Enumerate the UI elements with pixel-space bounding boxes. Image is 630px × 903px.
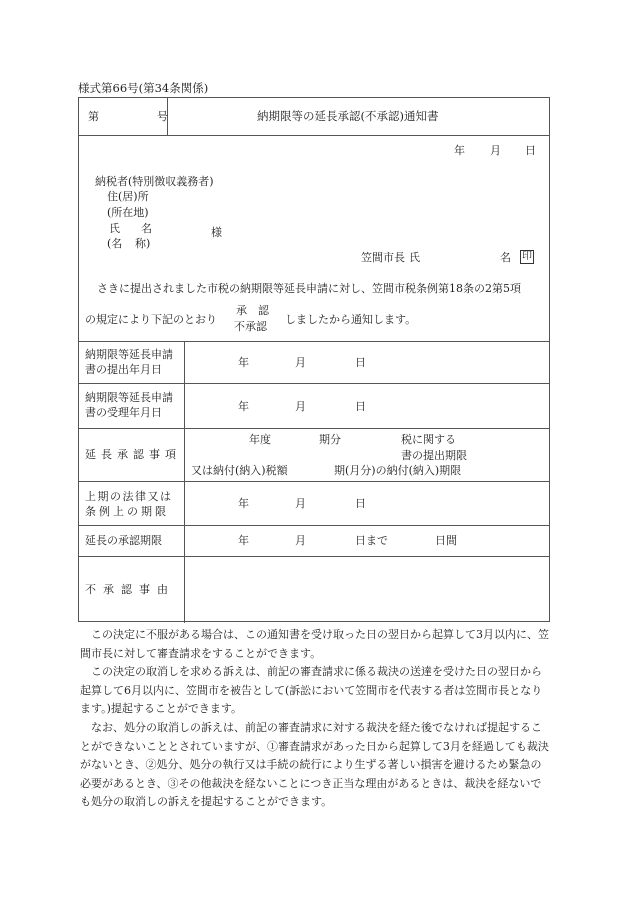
- row-divider: [79, 135, 549, 136]
- sender-mayor: 笠間市長: [361, 251, 405, 264]
- payment-amount: 又は納付(納入)税額: [191, 464, 288, 477]
- original-month: 月: [295, 497, 306, 510]
- body-line-1: さきに提出されました市税の納期限等延長申請に対し、笠間市税条例第18条の2第5項: [97, 282, 521, 295]
- notes-section: [80, 626, 552, 812]
- tax-related: 税に関する: [401, 433, 456, 446]
- column-divider: [184, 341, 185, 623]
- row-divider: [79, 341, 549, 342]
- submission-date-label-1: 納期限等延長申請: [85, 348, 173, 361]
- honorific: 様: [211, 226, 222, 239]
- taxpayer-label: 納税者(特別徴収義務者): [95, 175, 214, 188]
- submission-day: 日: [355, 356, 366, 369]
- number-label-right: 号: [157, 110, 168, 123]
- period-share: 期分: [319, 433, 341, 446]
- corp-name-label-2: 称): [135, 237, 151, 250]
- date-day: 日: [525, 144, 536, 157]
- row-divider: [79, 383, 549, 384]
- seal-mark: 印: [522, 251, 532, 262]
- submission-date-label-2: 書の提出年月日: [85, 363, 162, 376]
- note-paragraph-1: この決定に不服がある場合は、この通知書を受け取った日の翌日から起算して3月以内に、笠間市長に対して審査請求をすることができます。: [80, 628, 549, 660]
- payment-deadline: 期(月分)の納付(納入)期限: [334, 464, 462, 477]
- original-deadline-label-1: 上期の法律又は: [85, 490, 173, 503]
- approved-month: 月: [295, 534, 306, 547]
- body-line-2-suffix: しましたから通知します。: [285, 313, 417, 326]
- address-label: 住(居)所: [107, 190, 149, 203]
- row-divider: [79, 525, 549, 526]
- submit-deadline: 書の提出期限: [401, 449, 467, 462]
- receipt-day: 日: [355, 400, 366, 413]
- document-title: 納期限等の延長承認(不承認)通知書: [257, 109, 439, 123]
- date-month: 月: [490, 144, 501, 157]
- number-label-left: 第: [88, 110, 99, 123]
- original-day: 日: [355, 497, 366, 510]
- corp-name-label-1: (名: [107, 237, 123, 250]
- receipt-date-label-2: 書の受理年月日: [85, 406, 162, 419]
- sender-name-1: 氏: [409, 251, 420, 264]
- receipt-month: 月: [295, 400, 306, 413]
- sender-name-2: 名: [500, 251, 511, 264]
- body-line-2-prefix: の規定により下記のとおり: [85, 313, 217, 326]
- name-label-1: 氏: [109, 222, 120, 235]
- location-label: (所在地): [107, 206, 149, 219]
- name-label-2: 名: [141, 222, 152, 235]
- approved-until: 日まで: [355, 534, 388, 547]
- original-deadline-label-2: 条例上の期限: [85, 505, 169, 518]
- date-year: 年: [454, 144, 465, 157]
- form-number: 様式第66号(第34条関係): [78, 81, 209, 95]
- notice-form-table: [78, 97, 550, 622]
- approve-option: 承 認: [236, 304, 269, 317]
- note-paragraph-3: なお、処分の取消しの訴えは、前記の審査請求に対する裁決を経た後でなければ提起することができないこととされていますが、①審査請求があった日から起算して3月を経過しても裁決がないとき、②処分、処分の執行又は手続の続行により生ずる著しい損害を避けるため緊急の必要があるとき、③その他裁決を経ないことにつき正当な理由があるときは、裁決を経ないでも処分の取消しの訴えを提起することができます。: [80, 720, 549, 809]
- submission-year: 年: [238, 356, 249, 369]
- submission-month: 月: [295, 356, 306, 369]
- approved-period-label: 延長の承認期限: [85, 534, 162, 547]
- approved-days: 日間: [435, 534, 457, 547]
- disapproval-reason-label: 不承認事由: [85, 583, 175, 596]
- original-year: 年: [238, 497, 249, 510]
- extension-items-label: 延長承認事項: [85, 448, 181, 461]
- note-paragraph-2: この決定の取消しを求める訴えは、前記の審査請求に係る裁決の送達を受けた日の翌日から起算して6月以内に、笠間市を被告として(訴訟において笠間市を代表する者は笠間市長となります。)提起することができます。: [80, 665, 543, 716]
- approved-year: 年: [238, 534, 249, 547]
- receipt-date-label-1: 納期限等延長申請: [85, 391, 173, 404]
- receipt-year: 年: [238, 400, 249, 413]
- row-divider: [79, 481, 549, 482]
- fiscal-year: 年度: [249, 433, 271, 446]
- row-divider: [79, 556, 549, 557]
- disapprove-option: 不承認: [234, 320, 267, 333]
- row-divider: [79, 428, 549, 429]
